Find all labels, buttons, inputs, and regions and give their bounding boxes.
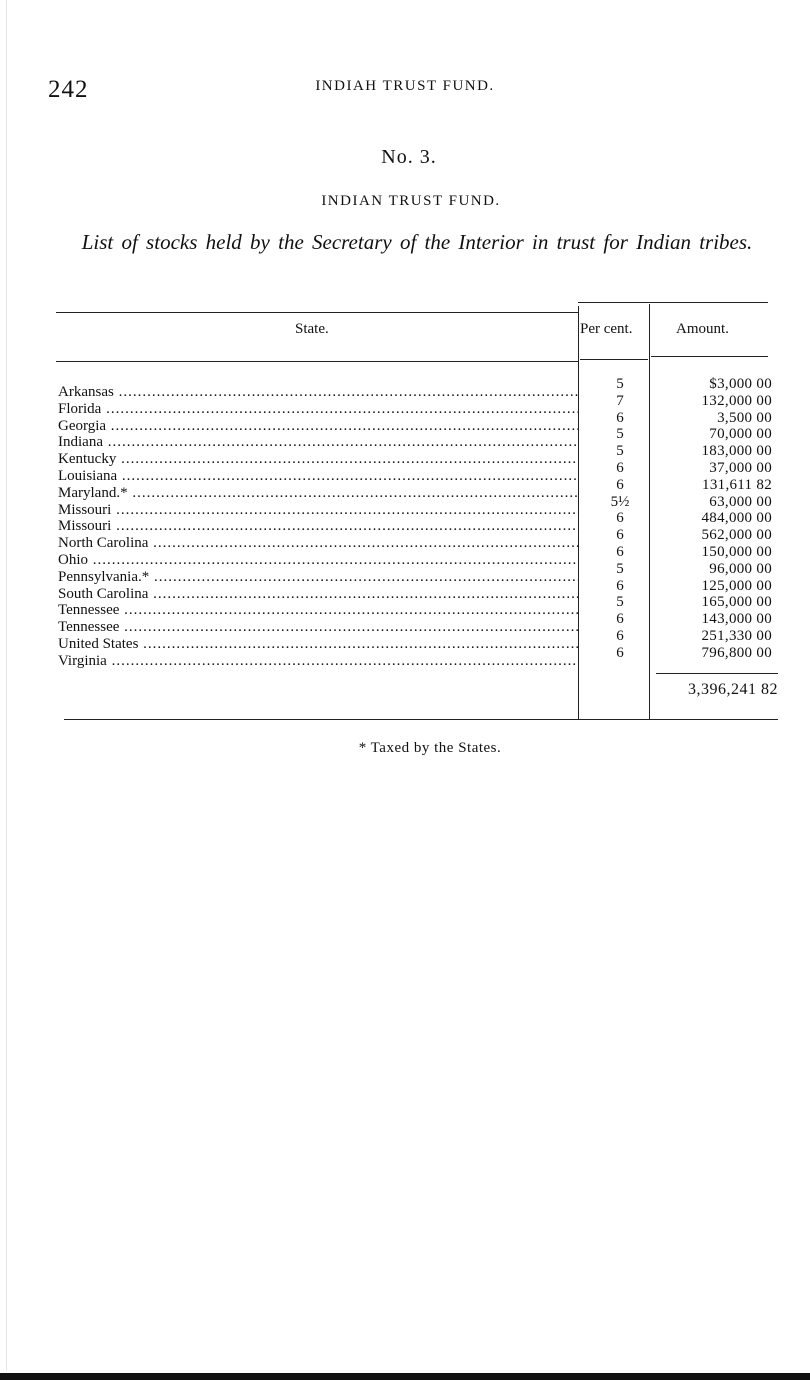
header-bottom-rule-percent [580, 359, 648, 360]
header-bottom-rule-amount [651, 356, 768, 357]
state-cell: Louisiana ..... [58, 468, 578, 484]
scan-edge-bottom [0, 1373, 810, 1380]
table-row [56, 376, 786, 400]
footnote: * Taxed by the States. [358, 740, 502, 756]
table-bottom-rule [64, 719, 778, 720]
state-cell: Tennessee ..... [58, 619, 578, 635]
state-cell: Missouri ..... [58, 502, 578, 518]
table-row [56, 594, 786, 619]
state-cell: Ohio ..... [58, 552, 578, 568]
amount-cell: 96,000 00 [709, 560, 772, 577]
state-cell: Georgia ..... [58, 418, 578, 434]
page-number: 242 [48, 76, 89, 103]
state-cell: Florida ..... [58, 401, 578, 417]
state-cell: South Carolina ..... [58, 586, 578, 602]
percent-cell: 5 [616, 594, 624, 611]
table-row [56, 409, 786, 434]
state-cell: Maryland.* ..... [58, 485, 578, 501]
table-row [56, 476, 786, 501]
running-head: INDIAH TRUST FUND. [315, 78, 495, 94]
amount-cell: 63,000 00 [709, 493, 772, 510]
state-cell: Missouri ..... [58, 518, 578, 534]
column-header-state: State. [295, 321, 329, 337]
table-top-rule [56, 312, 578, 313]
amount-cell: 796,800 00 [701, 644, 772, 661]
state-cell: Pennsylvania.* ..... [58, 569, 578, 585]
state-cell: Virginia ..... [58, 653, 578, 669]
table-caption: List of stocks held by the Secretary of the Interior in trust for Indian tribes. [81, 230, 753, 254]
percent-cell: 6 [616, 543, 624, 560]
table-row [56, 644, 786, 669]
table-row [56, 577, 786, 602]
percent-cell: 6 [616, 476, 624, 493]
document-title: INDIAN TRUST FUND. [321, 193, 501, 209]
amount-cell: 125,000 00 [701, 577, 772, 594]
column-header-amount: Amount. [676, 321, 729, 337]
percent-cell: 6 [616, 527, 624, 544]
amount-cell: 562,000 00 [701, 527, 772, 544]
percent-cell: 5 [616, 376, 624, 392]
state-cell: North Carolina ..... [58, 535, 578, 551]
state-cell: Indiana ..... [58, 434, 578, 450]
percent-cell: 6 [616, 510, 624, 527]
amount-cell: 165,000 00 [701, 594, 772, 611]
percent-cell: 5½ [610, 493, 630, 510]
table-row [56, 426, 786, 451]
amount-cell: 3,500 00 [717, 409, 772, 426]
amount-cell: 143,000 00 [701, 611, 772, 628]
amount-cell: 484,000 00 [701, 510, 772, 527]
percent-cell: 6 [616, 409, 624, 426]
amount-cell: 251,330 00 [701, 627, 772, 644]
percent-cell: 6 [616, 627, 624, 644]
document-number: No. 3. [381, 146, 437, 168]
table-row [56, 493, 786, 518]
header-bottom-rule [56, 361, 578, 362]
percent-cell: 6 [616, 459, 624, 476]
state-cell: Tennessee ..... [58, 602, 578, 618]
table-row [56, 510, 786, 535]
percent-cell: 6 [616, 577, 624, 594]
amount-cell: 150,000 00 [701, 543, 772, 560]
table-row [56, 560, 786, 585]
amount-cell: 70,000 00 [709, 426, 772, 443]
total-rule [656, 673, 778, 674]
amount-cell: 183,000 00 [701, 443, 772, 460]
amount-cell: 131,611 82 [702, 476, 772, 493]
percent-cell: 5 [616, 560, 624, 577]
percent-cell: 5 [616, 443, 624, 460]
percent-cell: 7 [616, 392, 624, 409]
amount-cell: 37,000 00 [709, 459, 772, 476]
table-body [56, 376, 786, 669]
state-cell: Kentucky ..... [58, 451, 578, 467]
table-top-rule-right [578, 302, 768, 303]
column-header-percent: Per cent. [580, 321, 633, 337]
percent-cell: 6 [616, 611, 624, 628]
state-cell: United States ..... [58, 636, 578, 652]
percent-cell: 5 [616, 426, 624, 443]
total-amount: 3,396,241 82 [688, 681, 778, 698]
amount-cell: $3,000 00 [709, 376, 772, 392]
state-cell: Arkansas ..... [58, 384, 578, 400]
percent-cell: 6 [616, 644, 624, 661]
amount-cell: 132,000 00 [701, 392, 772, 409]
